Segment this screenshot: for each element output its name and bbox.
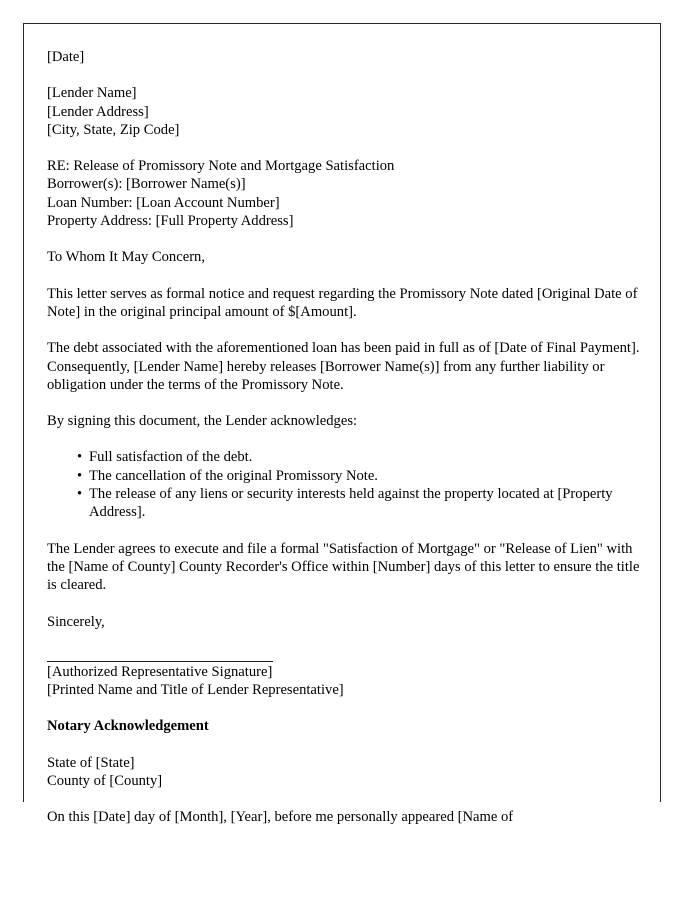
list-item: • Full satisfaction of the debt.	[77, 448, 641, 466]
reference-loan-number-line: Loan Number: [Loan Account Number]	[47, 194, 280, 211]
paragraph-satisfaction-filing: The Lender agrees to execute and file a formal "Satisfaction of Mortgage" or "Release of Lien" with the [Name of County] County Recorder's Office within [Number] days of this letter to ensure the title is cleared.	[47, 540, 640, 594]
document-page	[23, 23, 661, 826]
recipient-city-state-zip: [City, State, Zip Code]	[47, 121, 180, 138]
printed-name-caption: [Printed Name and Title of Lender Representative]	[47, 682, 344, 699]
paragraph-debt-paid-in-full: The debt associated with the aforementioned loan has been paid in full as of [Date of Final Payment]. Consequently, [Lender Name] hereby releases [Borrower Name(s)] from any further liability or obligation under the terms of the Promissory Note.	[47, 340, 640, 393]
signature-caption: [Authorized Representative Signature]	[47, 663, 273, 680]
signature-spacer	[47, 631, 641, 661]
reference-property-address-line: Property Address: [Full Property Address]	[47, 213, 294, 230]
recipient-lender-name: [Lender Name]	[47, 85, 137, 102]
paragraph-promissory-note: This letter serves as formal notice and request regarding the Promissory Note dated [Original Date of Note] in the original principal amount of $[Amount].	[47, 285, 638, 320]
document-body	[47, 48, 641, 827]
list-item: • The release of any liens or security interests held against the property located at [Property Address].	[77, 485, 641, 522]
date-field: [Date]	[47, 49, 85, 65]
closing-salutation: Sincerely,	[47, 613, 105, 630]
salutation: To Whom It May Concern,	[47, 249, 205, 266]
list-item: • The cancellation of the original Promissory Note.	[77, 467, 641, 485]
signature-line-rule	[47, 661, 273, 662]
reference-borrower-line: Borrower(s): [Borrower Name(s)]	[47, 176, 246, 193]
notary-jurat-line: On this [Date] day of [Month], [Year], before me personally appeared [Name of	[47, 809, 514, 826]
recipient-lender-address: [Lender Address]	[47, 103, 149, 120]
acknowledgement-list	[47, 448, 641, 521]
notary-acknowledgement-heading: Notary Acknowledgement	[47, 718, 209, 735]
notary-county-line: County of [County]	[47, 773, 163, 790]
acknowledgement-lead-in: By signing this document, the Lender acknowledges:	[47, 413, 358, 430]
reference-subject-line: RE: Release of Promissory Note and Mortgage Satisfaction	[47, 158, 395, 175]
notary-state-line: State of [State]	[47, 754, 135, 771]
